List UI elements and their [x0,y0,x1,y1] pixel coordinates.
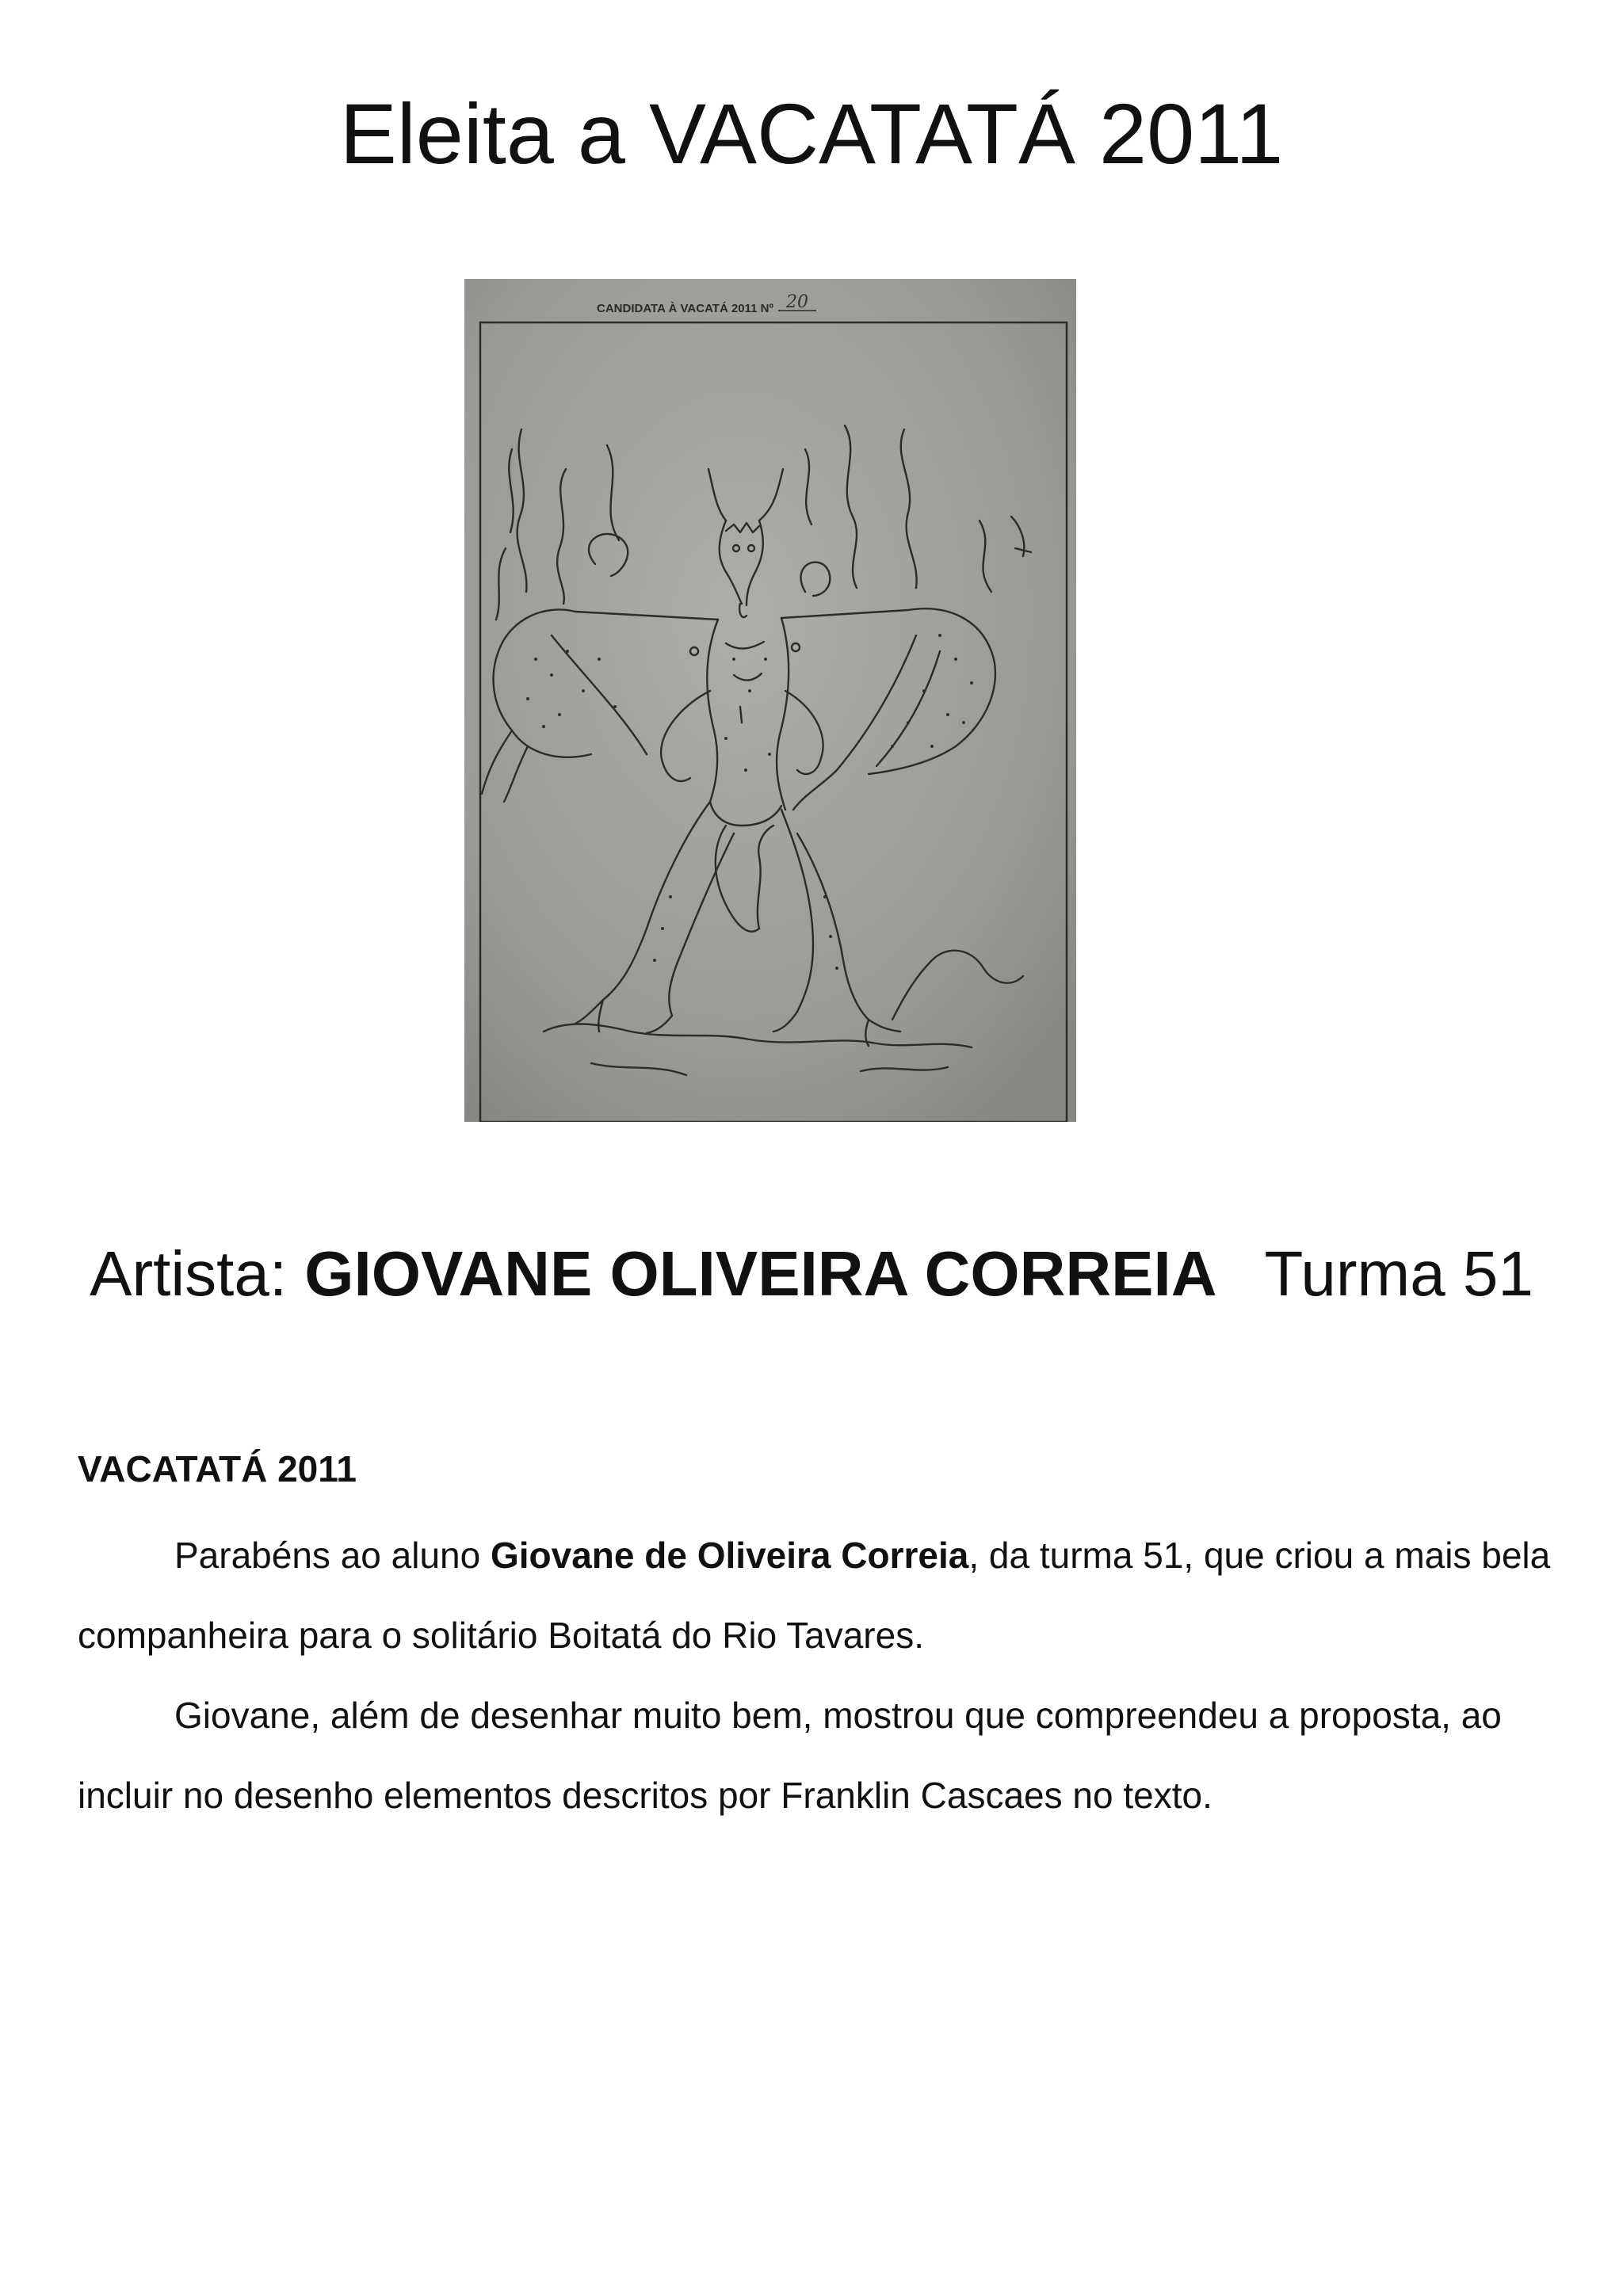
page-title: Eleita a VACATATÁ 2011 [339,86,1284,181]
paragraph1-before: Parabéns ao aluno [174,1534,491,1576]
paragraph-congratulations [78,1516,1552,1676]
drawing-photo [464,279,1076,1122]
drawing-header-text: CANDIDATA À VACATÁ 2011 Nº [596,302,773,315]
artist-line [0,1236,1623,1312]
student-name: Giovane de Oliveira Correia [490,1534,969,1576]
artist-label: Artista: [90,1238,288,1309]
artist-name: GIOVANE OLIVEIRA CORREIA [304,1238,1217,1309]
artist-class: Turma 51 [1264,1238,1533,1309]
paragraph-comment [78,1676,1552,1836]
drawing-number: 20 [786,292,808,312]
article-body [78,1446,1552,1836]
paragraph2-text: Giovane, além de desenhar muito bem, mostrou que compreendeu a proposta, ao incluir no desenho elementos descritos por Franklin Cascaes no texto. [78,1694,1502,1816]
creature-drawing [464,279,1076,1122]
paper-background [464,279,1076,1122]
paragraph1-after: , da turma 51, que criou a mais bela companheira para o solitário Boitatá do Rio Tavares. [78,1534,1551,1656]
section-heading: VACATATÁ 2011 [78,1448,357,1489]
